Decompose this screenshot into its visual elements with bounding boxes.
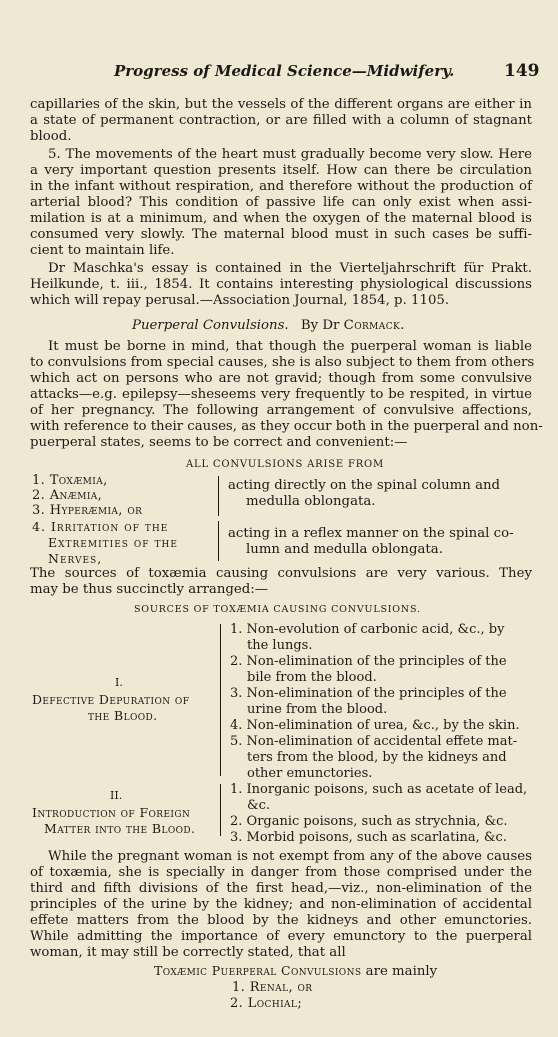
text-line: of her pregnancy. The following arrangement of convulsive affections,: [30, 403, 532, 418]
source-item: 5. Non-elimination of accidental effete mat-: [230, 734, 518, 749]
text-line: principles of the urine by the kidney; and non-elimination of accidental: [30, 897, 532, 912]
section-heading: [132, 318, 405, 333]
text-line: 5. The movements of the heart must gradually become very slow. Here: [48, 147, 532, 162]
text-line: puerperal states, seems to be correct and convenient:—: [30, 435, 408, 450]
source-item: 1. Inorganic poisons, such as acetate of lead,: [230, 782, 528, 797]
cause-description: medulla oblongata.: [246, 494, 376, 509]
source-item: 2. Organic poisons, such as strychnia, &c.: [230, 814, 508, 829]
text-line: Heilkunde, t. iii., 1854. It contains interesting physiological discussions: [30, 277, 532, 292]
source-item: 1. Non-evolution of carbonic acid, &c., by: [230, 622, 505, 637]
text-line: consumed very slowly. The maternal blood must in such cases be suffi-: [30, 227, 532, 242]
table-caption: SOURCES OF TOXÆMIA CAUSING CONVULSIONS.: [134, 604, 421, 615]
cause-item: 2. Anæmia,: [32, 488, 103, 503]
section-author: Cormack.: [343, 318, 405, 333]
source-item: 3. Morbid poisons, such as scarlatina, &c.: [230, 830, 507, 845]
text-line: which act on persons who are not gravid; though from some convulsive: [30, 371, 532, 386]
text-line: a state of permanent contraction, or are filled with a column of stagnant: [30, 113, 532, 128]
closing-heading-sc: Toxæmic Puerperal Convulsions: [154, 963, 362, 978]
text-line: woman, it may still be correctly stated, that all: [30, 945, 346, 960]
source-item: 3. Non-elimination of the principles of the: [230, 686, 507, 701]
group-numeral: II.: [110, 789, 123, 802]
running-title: Progress of Medical Science—Midwifery.: [114, 62, 455, 80]
text-line: While admitting the importance of every emunctory to the puerperal: [30, 929, 532, 944]
cause-description: acting directly on the spinal column and: [228, 478, 501, 493]
closing-item: 2. Lochial;: [230, 996, 303, 1011]
source-item: &c.: [247, 798, 270, 813]
text-line: blood.: [30, 129, 72, 144]
group-label: Matter into the Blood.: [44, 821, 196, 836]
group-numeral: I.: [115, 676, 123, 689]
text-line: to convulsions from special causes, she is also subject to them from others: [30, 355, 535, 370]
table-caption: ALL CONVULSIONS ARISE FROM: [186, 459, 385, 470]
source-item: the lungs.: [247, 638, 313, 653]
text-line: effete matters from the blood by the kidneys and other emunctories.: [30, 913, 532, 928]
text-line: Dr Maschka's essay is contained in the Vierteljahrschrift für Prakt.: [48, 261, 532, 276]
text-line: attacks—e.g. epilepsy—sheseems very frequently to be respited, in virtue: [30, 387, 532, 402]
cause-item: 3. Hyperæmia, or: [32, 503, 143, 518]
closing-item: 1. Renal, or: [232, 980, 313, 995]
text-line: capillaries of the skin, but the vessels of the different organs are either in: [30, 97, 532, 112]
source-item: 4. Non-elimination of urea, &c., by the skin.: [230, 718, 520, 733]
text-line: cient to maintain life.: [30, 243, 175, 258]
text-line: third and fifth divisions of the first head,—viz., non-elimination of the: [30, 881, 532, 896]
cause-item: Nerves,: [48, 551, 103, 566]
closing-heading: [154, 963, 437, 979]
text-line: It must be borne in mind, that though the puerperal woman is liable: [48, 339, 532, 354]
section-author-prefix: By Dr: [300, 318, 340, 333]
brace: [220, 624, 221, 776]
cause-item: 4. Irritation of the: [32, 519, 169, 534]
brace: [218, 521, 219, 561]
brace: [218, 476, 219, 516]
source-item: ters from the blood, by the kidneys and: [247, 750, 507, 765]
group-label: Introduction of Foreign: [32, 805, 191, 820]
text-line: of toxæmia, she is specially in danger from those comprised under the: [30, 865, 532, 880]
text-line: may be thus succinctly arranged:—: [30, 582, 269, 597]
source-item: bile from the blood.: [247, 670, 377, 685]
source-item: urine from the blood.: [247, 702, 388, 717]
cause-description: lumn and medulla oblongata.: [246, 542, 443, 557]
text-line: a very important question presents itself. How can there be circulation: [30, 163, 532, 178]
cause-item: 1. Toxæmia,: [32, 473, 108, 488]
text-line: While the pregnant woman is not exempt from any of the above causes: [48, 849, 532, 864]
closing-heading-tail: are mainly: [365, 964, 438, 979]
text-line: in the infant without respiration, and therefore without the production of: [30, 179, 532, 194]
source-item: other emunctories.: [247, 766, 373, 781]
source-item: 2. Non-elimination of the principles of the: [230, 654, 507, 669]
section-title: Puerperal Convulsions.: [132, 318, 289, 333]
text-line: arterial blood? This condition of passive life can only exist when assi-: [30, 195, 532, 210]
group-label: Defective Depuration of: [32, 692, 190, 707]
cause-description: acting in a reflex manner on the spinal co-: [228, 526, 514, 541]
text-line: milation is at a minimum, and when the oxygen of the maternal blood is: [30, 211, 532, 226]
text-line: with reference to their causes, as they occur both in the puerperal and non-: [30, 419, 543, 434]
cause-item: Extremities of the: [48, 535, 178, 550]
text-line: which will repay perusal.—Association Journal, 1854, p. 1105.: [30, 293, 450, 308]
page-number: 149: [504, 61, 540, 81]
brace: [220, 784, 221, 836]
text-line: The sources of toxæmia causing convulsions are very various. They: [30, 566, 532, 581]
group-label: the Blood.: [88, 708, 158, 723]
